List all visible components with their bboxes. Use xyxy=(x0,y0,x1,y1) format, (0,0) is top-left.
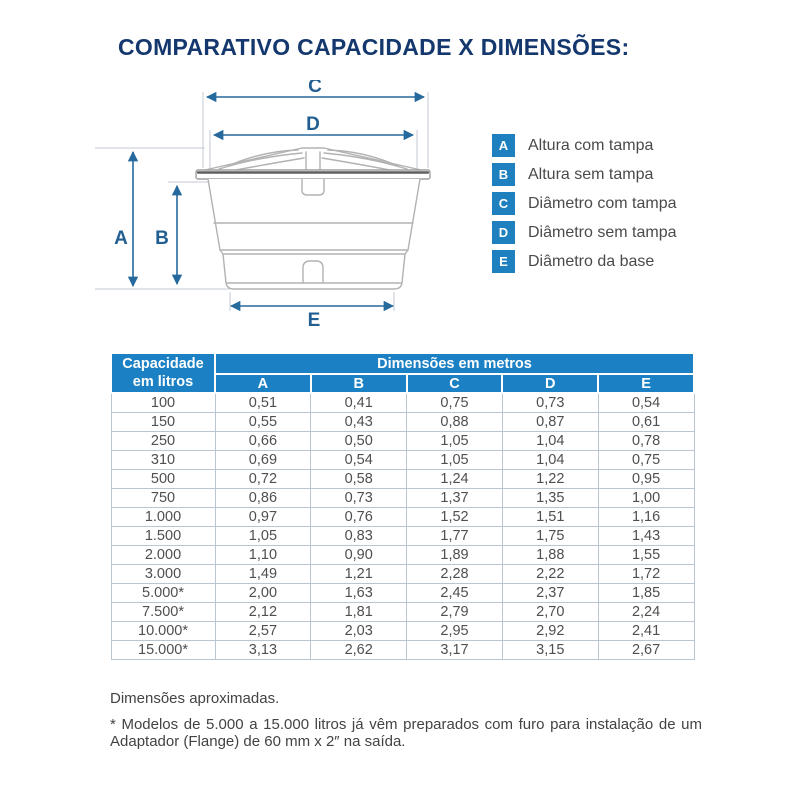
dimension-cell: 1,04 xyxy=(502,450,598,469)
dimension-cell: 1,43 xyxy=(598,526,694,545)
dimension-cell: 2,95 xyxy=(407,621,503,640)
dimension-cell: 0,73 xyxy=(311,488,407,507)
dimension-cell: 1,04 xyxy=(502,431,598,450)
legend-item-e xyxy=(492,250,677,273)
dimension-cell: 0,78 xyxy=(598,431,694,450)
capacity-cell: 500 xyxy=(111,469,215,488)
table-header xyxy=(111,353,694,393)
dimension-arrows xyxy=(133,97,424,306)
dimension-cell: 0,76 xyxy=(311,507,407,526)
dimension-cell: 1,52 xyxy=(407,507,503,526)
legend-key-badge: B xyxy=(492,163,515,186)
legend-key-badge: C xyxy=(492,192,515,215)
capacity-cell: 2.000 xyxy=(111,545,215,564)
dimension-cell: 0,83 xyxy=(311,526,407,545)
tank-lid-post xyxy=(306,152,320,170)
dimension-cell: 2,03 xyxy=(311,621,407,640)
table-row xyxy=(111,545,694,564)
table-row xyxy=(111,583,694,602)
tank-body-outline xyxy=(208,179,420,289)
dimension-cell: 1,55 xyxy=(598,545,694,564)
dimension-cell: 1,63 xyxy=(311,583,407,602)
dimensions-group-header: Dimensões em metros xyxy=(215,353,694,374)
dimension-cell: 2,45 xyxy=(407,583,503,602)
dimension-cell: 1,81 xyxy=(311,602,407,621)
dimension-cell: 0,54 xyxy=(311,450,407,469)
dimension-cell: 0,97 xyxy=(215,507,311,526)
legend-key-badge: D xyxy=(492,221,515,244)
capacity-cell: 310 xyxy=(111,450,215,469)
dimension-cell: 2,41 xyxy=(598,621,694,640)
dimension-cell: 0,86 xyxy=(215,488,311,507)
legend-item-d xyxy=(492,221,677,244)
dim-label-a: A xyxy=(114,228,128,249)
dimension-cell: 0,95 xyxy=(598,469,694,488)
legend xyxy=(492,134,677,279)
legend-item-label: Diâmetro com tampa xyxy=(528,194,677,212)
capacity-cell: 250 xyxy=(111,431,215,450)
table-row xyxy=(111,469,694,488)
tank-top-recess xyxy=(302,179,324,195)
dimension-cell: 1,49 xyxy=(215,564,311,583)
footnote-flange: * Modelos de 5.000 a 15.000 litros já vêm preparados com furo para instalação de um Adaptador (Flange) de 60 mm x 2″ na saída. xyxy=(110,715,702,751)
dimension-cell: 1,24 xyxy=(407,469,503,488)
dimension-cell: 0,51 xyxy=(215,393,311,412)
legend-item-label: Diâmetro sem tampa xyxy=(528,223,677,241)
tank-drawing xyxy=(196,148,430,289)
dimension-cell: 0,75 xyxy=(407,393,503,412)
table-row xyxy=(111,450,694,469)
legend-key-badge: A xyxy=(492,134,515,157)
table-row xyxy=(111,526,694,545)
legend-item-c xyxy=(492,192,677,215)
table-row xyxy=(111,621,694,640)
table-body xyxy=(111,393,694,659)
column-header-a: A xyxy=(215,374,311,393)
dimension-cell: 2,79 xyxy=(407,602,503,621)
dimension-cell: 0,88 xyxy=(407,412,503,431)
tank-base-recess xyxy=(303,261,323,283)
dimension-cell: 1,75 xyxy=(502,526,598,545)
dim-label-e: E xyxy=(307,310,321,331)
table-row xyxy=(111,640,694,659)
capacity-cell: 15.000* xyxy=(111,640,215,659)
capacity-header-line2: em litros xyxy=(132,374,194,390)
capacity-cell: 5.000* xyxy=(111,583,215,602)
tank-rim xyxy=(196,170,430,179)
tank-lid-outline xyxy=(205,148,421,170)
legend-item-b xyxy=(492,163,677,186)
capacity-cell: 1.500 xyxy=(111,526,215,545)
dimension-cell: 1,89 xyxy=(407,545,503,564)
footnote-approx: Dimensões aproximadas. xyxy=(110,690,280,707)
legend-item-label: Diâmetro da base xyxy=(528,252,655,270)
dim-label-d: D xyxy=(306,114,320,135)
dimension-cell: 3,17 xyxy=(407,640,503,659)
capacity-cell: 1.000 xyxy=(111,507,215,526)
dimension-cell: 2,37 xyxy=(502,583,598,602)
dimension-cell: 0,55 xyxy=(215,412,311,431)
page-title: COMPARATIVO CAPACIDADE X DIMENSÕES: xyxy=(118,34,630,60)
tank-lid-ribs-right xyxy=(322,153,407,170)
capacity-header-line1: Capacidade xyxy=(122,355,204,372)
dimension-cell: 0,58 xyxy=(311,469,407,488)
dimension-cell: 0,73 xyxy=(502,393,598,412)
dimension-cell: 1,05 xyxy=(407,431,503,450)
dimension-cell: 1,05 xyxy=(215,526,311,545)
table-row xyxy=(111,488,694,507)
column-header-e: E xyxy=(598,374,694,393)
dimension-cell: 1,22 xyxy=(502,469,598,488)
table-row xyxy=(111,507,694,526)
dimension-cell: 1,37 xyxy=(407,488,503,507)
capacity-column-header xyxy=(111,353,215,393)
table-row xyxy=(111,412,694,431)
table-row xyxy=(111,393,694,412)
table-row xyxy=(111,602,694,621)
tank-lid-petals xyxy=(228,150,398,166)
dimension-cell: 0,69 xyxy=(215,450,311,469)
dimension-cell: 2,62 xyxy=(311,640,407,659)
capacity-cell: 750 xyxy=(111,488,215,507)
tank-diagram xyxy=(90,80,470,335)
legend-key-badge: E xyxy=(492,250,515,273)
dimension-cell: 0,90 xyxy=(311,545,407,564)
dimension-cell: 0,50 xyxy=(311,431,407,450)
dimension-cell: 0,54 xyxy=(598,393,694,412)
dimension-cell: 1,00 xyxy=(598,488,694,507)
dimension-labels xyxy=(114,80,322,331)
legend-item-label: Altura sem tampa xyxy=(528,165,654,183)
dimension-cell: 1,72 xyxy=(598,564,694,583)
dimension-cell: 1,88 xyxy=(502,545,598,564)
dimension-cell: 2,92 xyxy=(502,621,598,640)
legend-item-label: Altura com tampa xyxy=(528,136,654,154)
dimension-cell: 0,75 xyxy=(598,450,694,469)
capacity-cell: 100 xyxy=(111,393,215,412)
column-header-d: D xyxy=(502,374,598,393)
legend-item-a xyxy=(492,134,677,157)
dimension-cell: 1,05 xyxy=(407,450,503,469)
dimension-cell: 1,77 xyxy=(407,526,503,545)
dim-label-b: B xyxy=(155,228,169,249)
capacity-cell: 3.000 xyxy=(111,564,215,583)
column-header-b: B xyxy=(311,374,407,393)
dimension-cell: 0,41 xyxy=(311,393,407,412)
dimension-cell: 0,43 xyxy=(311,412,407,431)
dimension-cell: 1,10 xyxy=(215,545,311,564)
dimension-cell: 0,66 xyxy=(215,431,311,450)
dimension-cell: 2,12 xyxy=(215,602,311,621)
dimension-cell: 1,51 xyxy=(502,507,598,526)
dimension-cell: 2,22 xyxy=(502,564,598,583)
dimension-cell: 3,15 xyxy=(502,640,598,659)
dimension-cell: 2,70 xyxy=(502,602,598,621)
dimension-cell: 3,13 xyxy=(215,640,311,659)
tank-lid-ribs-left xyxy=(219,153,304,170)
dimension-cell: 0,61 xyxy=(598,412,694,431)
dimension-cell: 0,72 xyxy=(215,469,311,488)
dimension-cell: 1,16 xyxy=(598,507,694,526)
dimension-cell: 2,57 xyxy=(215,621,311,640)
dimension-cell: 2,00 xyxy=(215,583,311,602)
footnotes xyxy=(110,690,702,751)
table-row xyxy=(111,431,694,450)
dimension-cell: 1,85 xyxy=(598,583,694,602)
table-row xyxy=(111,564,694,583)
dimension-cell: 2,28 xyxy=(407,564,503,583)
capacity-cell: 7.500* xyxy=(111,602,215,621)
capacity-dimensions-table xyxy=(110,352,695,660)
dimension-cell: 0,87 xyxy=(502,412,598,431)
extension-lines xyxy=(95,92,428,311)
dimension-cell: 2,67 xyxy=(598,640,694,659)
dimension-cell: 1,21 xyxy=(311,564,407,583)
capacity-cell: 10.000* xyxy=(111,621,215,640)
capacity-cell: 150 xyxy=(111,412,215,431)
dimension-cell: 1,35 xyxy=(502,488,598,507)
column-header-c: C xyxy=(407,374,503,393)
dimension-cell: 2,24 xyxy=(598,602,694,621)
dim-label-c: C xyxy=(308,80,322,97)
